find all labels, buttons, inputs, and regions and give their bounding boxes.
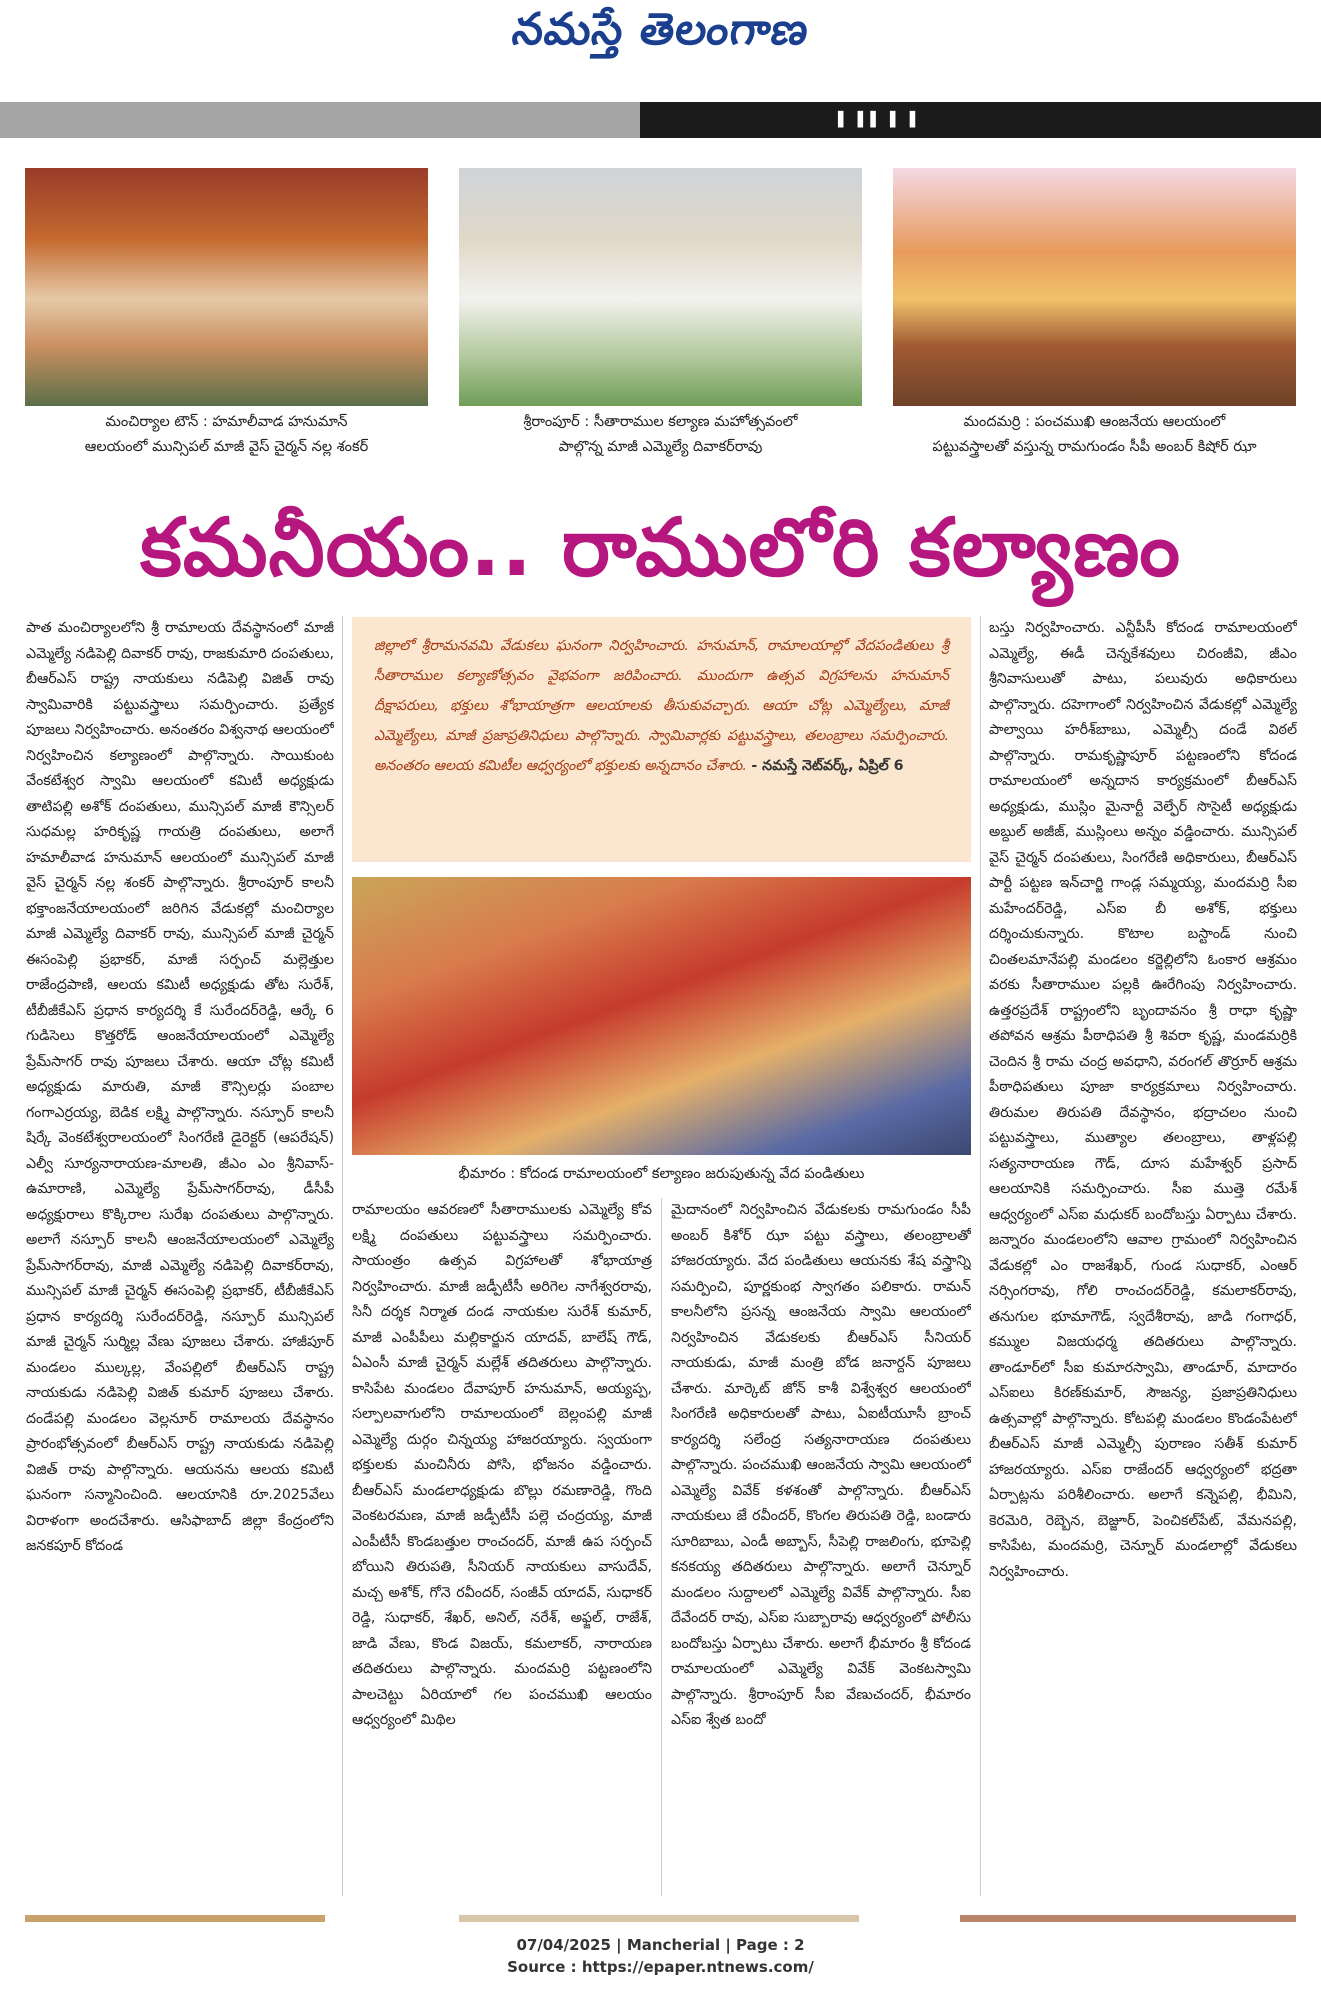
column-divider <box>342 616 343 1896</box>
grey-band <box>0 102 640 138</box>
caption-line: ఆలయంలో మున్సిపల్ మాజీ వైస్ చైర్మన్ నల్ల శంకర్ <box>84 439 369 455</box>
footer-source-link[interactable]: Source : https://epaper.ntnews.com/ <box>507 1958 814 1976</box>
article-column-1: పాత మంచిర్యాలలోని శ్రీ రామాలయ దేవస్థానంలో మాజీ ఎమ్మెల్యే నడిపెల్లి దివాకర్ రావు, రాజకుమారి దంపతులు, బీఆర్ఎస్ రాష్ట్ర నాయకులు నడిపెల్లి విజిత్ రావు స్వామివారికి పట్టువస్త్రాలు సమర్పించారు. ప్రత్యేక పూజలు నిర్వహించారు. అనంతరం విశ్వనాథ ఆలయంలో నిర్వహించిన కల్యాణంలో పాల్గొన్నారు. సాయికుంట వేంకటేశ్వర స్వామి ఆలయంలో కమిటీ అధ్యక్షుడు తాటిపల్లి అశోక్ దంపతులు, మున్సిపల్ మాజీ కౌన్సిలర్ సుధమల్ల హరికృష్ణ గాయత్రి దంపతులు, అలాగే హమాలీవాడ హనుమాన్ ఆలయంలో మున్సిపల్ మాజీ వైస్ చైర్మన్ నల్ల శంకర్ పాల్గొన్నారు. శ్రీరాంపూర్ కాలనీ భక్తాంజనేయాలయంలో జరిగిన వేడుకల్లో మంచిర్యాల మాజీ ఎమ్మెల్యే దివాకర్ రావు, మున్సిపల్ మాజీ చైర్మన్ ఈసంపెల్లి ప్రభాకర్, మాజీ సర్పంచ్ మల్లెత్తుల రాజేంద్రపాణి, ఆలయ కమిటీ అధ్యక్షుడు తోట సురేశ్, టీబీజీకేఎస్ ప్రధాన కార్యదర్శి కే సురేందర్‌రెడ్డి, ఆర్కే 6 గుడిసెలు కొత్తరోడ్ ఆంజనేయాలయంలో ఎమ్మెల్యే ప్రేమ్‌సాగర్ రావు పూజలు చేశారు. ఆయా చోట్ల కమిటీ అధ్యక్షుడు మారుతి, మాజీ కౌన్సిలర్లు పంబాల గంగాఎర్రయ్య, బెడిక లక్ష్మి పాల్గొన్నారు. నస్పూర్ కాలనీ షిర్కే వెంకటేశ్వరాలయంలో సింగరేణి డైరెక్టర్ (ఆపరేషన్) ఎల్వీ సూర్యనారాయణ-మాలతి, జీఎం ఎం శ్రీనివాస్-ఉమారాణి, ఎమ్మెల్యే ప్రేమ్‌సాగర్‌రావు, డీసీపీ అధ్యక్షురాలు కొక్కిరాల సురేఖ దంపతులు పాల్గొన్నారు. అలాగే నస్పూర్ కాలనీ ఆంజనేయాలయంలో ఎమ్మెల్యే ప్రేమ్‌సాగర్‌రావు, మాజీ ఎమ్మెల్యే నడిపెల్లి దివాకర్‌రావు, మున్సిపల్ మాజీ చైర్మన్ ఈసంపెల్లి ప్రభాకర్, టీబీజీకేఎస్ ప్రధాన కార్యదర్శి సురేందర్‌రెడ్డి, నస్పూర్ మున్సిపల్ మాజీ చైర్మన్ సుర్మిల్ల వేణు పూజలు చేశారు. హాజీపూర్ మండలం ముల్కల్ల, వేంపల్లిలో బీఆర్ఎస్ రాష్ట్ర నాయకుడు నడిపెల్లి విజిత్ కుమార్ పూజలు చేశారు. దండేపల్లి మండలం వెల్లనూర్ రామాలయ దేవస్థానం ప్రారంభోత్సవంలో బీఆర్ఎస్ రాష్ట్ర నాయకుడు నడిపెల్లి విజిత్ రావు పాల్గొన్నారు. ఆయనను ఆలయ కమిటీ ఘనంగా సన్మానించింది. ఆలయానికి రూ.2025వేలు విరాళంగా అందచేశారు. ఆసిఫాబాద్ జిల్లా కేంద్రంలోని జనకపూర్ కోదండ <box>26 620 334 1554</box>
photo-caption <box>352 1162 971 1187</box>
black-band <box>640 102 1321 138</box>
photo-mancherial-town <box>25 168 428 406</box>
article-column-4: బస్తు నిర్వహించారు. ఎన్టీపీసీ కోదండ రామాలయంలో ఎమ్మెల్యే, ఈడీ చెన్నకేశవులు చిరంజీవి, జీఎం శ్రీనివాసులుతో పాటు, పలువురు అధికారులు పాల్గొన్నారు. దహెగాంలో నిర్వహించిన వేడుకల్లో ఎమ్మెల్యే పాల్వాయి హరీశ్‌బాబు, ఎమ్మెల్సీ దండే విఠల్ పాల్గొన్నారు. రామకృష్ణాపూర్ పట్టణంలోని కోదండ రామాలయంలో అన్నదాన కార్యక్రమంలో బీఆర్ఎస్ అధ్యక్షుడు, ముస్లిం మైనార్టీ వెల్ఫేర్ సొసైటీ అధ్యక్షుడు అబ్దుల్ అజీజ్, ముస్లింలు అన్నం వడ్డించారు. మున్సిపల్ వైస్ చైర్మన్ దంపతులు, సింగరేణి అధికారులు, బీఆర్ఎస్ పార్టీ పట్టణ ఇన్‌చార్జి గాండ్ల సమ్మయ్య, మందమర్రి సీఐ మహేందర్‌రెడ్డి, ఎస్ఐ బీ అశోక్, భక్తులు దర్శించుకున్నారు. కొటాల బస్టాండ్ నుంచి చింతలమానేపల్లి మండలం కర్జెల్లిలోని ఓంకార ఆశ్రమం వరకు సీతారాముల పల్లకి ఊరేగింపు నిర్వహించారు. ఉత్తరప్రదేశ్ రాష్ట్రంలోని బృందావనం శ్రీ రాధా కృష్ణా తపోవన ఆశ్రమ పీఠాధిపతి శ్రీ శివరా కృష్ణ, మండమర్రికి చెందిన శ్రీ రామ చంద్ర అవధాని, వరంగల్ తొర్రూర్ ఆశ్రమ పీఠాధిపతులు పూజా కార్యక్రమాలు నిర్వహించారు. తిరుమల తిరుపతి దేవస్థానం, భద్రాచలం నుంచి పట్టువస్త్రాలు, ముత్యాల తలంబ్రాలు, తాళ్లపల్లి సత్యనారాయణ గౌడ్, దూస మహేశ్వర్ ప్రసాద్ ఆలయానికి సమర్పించారు. సీఐ ముత్తె రమేశ్ ఆధ్వర్యంలో ఎస్ఐ మధుకర్ బందోబస్తు ఏర్పాటు చేశారు. జన్నారం మండలంలోని ఆవాల గ్రామంలో నిర్వహించిన వేడుకల్లో ఎం రాజశేఖర్, గుండ సుధాకర్, ఎంఆర్ నర్సింగరావు, గోలి రాంచందర్‌రెడ్డి, కమలాకర్‌రావు, తనుగుల భూమాగౌడ్, స్వదేశీరావు, జాడి గంగాధర్, కమ్ముల విజయధర్మ తదితరులు పాల్గొన్నారు. తాండూర్‌లో సీఐ కుమారస్వామి, తాండూర్, మాదారం ఎస్ఐలు కిరణ్‌కుమార్, సౌజన్య, ప్రజాప్రతినిధులు ఉత్సవాల్లో పాల్గొన్నారు. కోటపల్లి మండలం కొండంపేటలో బీఆర్ఎస్ మాజీ ఎమ్మెల్సీ పురాణం సతీశ్ కుమార్ హాజరయ్యారు. ఎస్ఐ రాజేందర్ ఆధ్వర్యంలో భద్రతా ఏర్పాట్లను పరిశీలించారు. అలాగే కన్నెపల్లి, భీమిని, కెరమెరి, రెబ్బెన, బెజ్జూర్, పెంచికల్‌పేట్, వేమనపల్లి, కాసిపేట, మందమర్రి, చెన్నూర్ మండలాల్లో వేడుకలు నిర్వహించారు. <box>989 620 1297 1580</box>
photo-caption <box>25 410 428 460</box>
caption-line: శ్రీరాంపూర్ : సీతారాముల కల్యాణ మహోత్సవంలో <box>523 414 798 430</box>
photo-bheemaram <box>352 877 971 1155</box>
next-article-strip <box>25 1915 325 1922</box>
article-column-2: రామాలయం ఆవరణలో సీతారాములకు ఎమ్మెల్యే కోవ లక్ష్మి దంపతులు పట్టువస్త్రాలు సమర్పించారు. సాయంత్రం ఉత్సవ విగ్రహాలతో శోభాయాత్ర నిర్వహించారు. మాజీ జడ్పీటీసీ అరిగెల నాగేశ్వరరావు, సినీ దర్శక నిర్మాత దండ నాయకుల సురేశ్ కుమార్, మాజీ ఎంపీపీలు మల్లికార్జున యాదవ్, బాలేష్ గౌడ్, ఏఎంసీ మాజీ చైర్మన్ మల్లేశ్ తదితరులు పాల్గొన్నారు. కాసిపేట మండలం దేవాపూర్ హనుమాన్, అయ్యప్ప, సల్పాలవాగులోని రామాలయంలో బెల్లంపల్లి మాజీ ఎమ్మెల్యే దుర్గం చిన్నయ్య హాజరయ్యారు. స్వయంగా భక్తులకు మంచినీరు పోసి, భోజనం వడ్డించారు. బీఆర్ఎస్ మండలాధ్యక్షుడు బొల్లు రమణారెడ్డి, గొంది వెంకటరమణ, మాజీ జడ్పీటీసీ పల్లె చంద్రయ్య, మాజీ ఎంపీటీసీ కొండబత్తుల రాంచందర్, మాజీ ఉప సర్పంచ్ బోయిని తిరుపతి, సీనియర్ నాయకులు వాసుదేవ్, మచ్చ అశోక్, గోనె రవీందర్, సంజీవ్ యాదవ్, సుధాకర్ రెడ్డి, సుధాకర్, శేఖర్, అనిల్, నరేశ్, అఫ్జల్, రాజేశ్, జాడి వేణు, కొండ విజయ్, కమలాకర్, నారాయణ తదితరులు పాల్గొన్నారు. మందమర్రి పట్టణంలోని పాలచెట్టు ఏరియాలో గల పంచముఖి ఆలయం ఆధ్వర్యంలో మిథిల <box>352 1202 652 1728</box>
caption-line: పట్టువస్త్రాలతో వస్తున్న రామగుండం సీపీ అంబర్ కిషోర్ ఝా <box>932 439 1257 455</box>
photo-srirampur <box>459 168 862 406</box>
masthead <box>0 0 1321 68</box>
caption-line: మంచిర్యాల టౌన్ : హమాలీవాడ హనుమాన్ <box>105 414 348 430</box>
article-headline: కమనీయం.. రాములోరి కల్యాణం <box>140 501 1181 594</box>
caption-line: పాల్గొన్న మాజీ ఎమ్మెల్యే దివాకర్‌రావు <box>558 439 763 455</box>
page-footer <box>0 1934 1321 1978</box>
band-ghost-text: ▌ ▌▌ ▌ ▌ <box>838 112 923 128</box>
next-article-strip <box>960 1915 1296 1922</box>
photo-caption <box>459 410 862 460</box>
next-article-strip <box>459 1915 859 1922</box>
article-column-3: మైదానంలో నిర్వహించిన వేడుకలకు రామగుండం సీపీ అంబర్ కిశోర్ ఝా పట్టు వస్త్రాలు, తలంబ్రాలతో హాజరయ్యారు. వేద పండితులు ఆయనకు శేష వస్త్రాన్ని సమర్పించి, పూర్ణకుంభ స్వాగతం పలికారు. రామన్ కాలనీలోని ప్రసన్న ఆంజనేయ స్వామి ఆలయంలో నిర్వహించిన వేడుకలకు బీఆర్ఎస్ సీనియర్ నాయకుడు, మాజీ మంత్రి బోడ జనార్దన్ పూజలు చేశారు. మార్కెట్ జోన్ కాశీ విశ్వేశ్వర ఆలయంలో సింగరేణి అధికారులతో పాటు, ఏఐటీయూసీ బ్రాంచ్ కార్యదర్శి సలేంద్ర సత్యనారాయణ దంపతులు పాల్గొన్నారు. పంచముఖి ఆంజనేయ స్వామి ఆలయంలో ఎమ్మెల్యే వివేక్ కళశంతో పాల్గొన్నారు. బీఆర్ఎస్ నాయకులు జే రవీందర్, కొంగల తిరుపతి రెడ్డి, బండారు సూరిబాబు, ఎండీ అబ్బాస్, సీపెల్లి రాజలింగు, భూపెల్లి కనకయ్య తదితరులు పాల్గొన్నారు. అలాగే చెన్నూర్ మండలం సుద్దాలలో ఎమ్మెల్యే వివేక్ పాల్గొన్నారు. సీఐ దేవేందర్ రావు, ఎస్ఐ సుబ్బారావు ఆధ్వర్యంలో పోలీసు బందోబస్తు ఏర్పాటు చేశారు. అలాగే భీమారం శ్రీ కోదండ రామాలయంలో ఎమ్మెల్యే వివేక్ వెంకటస్వామి పాల్గొన్నారు. శ్రీరాంపూర్ సీఐ వేణుచందర్, భీమారం ఎస్ఐ శ్వేత బందో <box>671 1202 971 1728</box>
summary-text: జిల్లాలో శ్రీరామనవమి వేడుకలు ఘనంగా నిర్వహించారు. హనుమాన్, రామాలయాల్లో వేదపండితులు శ్రీ సీతారాముల కల్యాణోత్సవం వైభవంగా జరిపించారు. ముందుగా ఉత్సవ విగ్రహాలను హనుమాన్ దీక్షాపరులు, భక్తులు శోభాయాత్రగా ఆలయాలకు తీసుకువచ్చారు. ఆయా చోట్ల ఎమ్మెల్యేలు, మాజీ ఎమ్మెల్యేలు, మాజీ ప్రజాప్రతినిధులు పాల్గొన్నారు. స్వామివార్లకు పట్టువస్త్రాలు, తలంబ్రాలు సమర్పించారు. అనంతరం ఆలయ కమిటీల ఆధ్వర్యంలో భక్తులకు అన్నదానం చేశారు. <box>374 638 949 774</box>
caption-line: మందమర్రి : పంచముఖి ఆంజనేయ ఆలయంలో <box>963 414 1226 430</box>
column-divider <box>980 616 981 1896</box>
footer-edition-info: 07/04/2025 | Mancherial | Page : 2 <box>516 1936 805 1954</box>
caption-line: భీమారం : కోదండ రామాలయంలో కల్యాణం జరుపుతున్న వేద పండితులు <box>458 1166 865 1182</box>
column-divider <box>661 1198 662 1896</box>
photo-mandamarri <box>893 168 1296 406</box>
summary-credit: - నమస్తే నెట్‌వర్క్, ఏప్రిల్ 6 <box>751 758 904 774</box>
summary-box <box>352 617 971 862</box>
newspaper-logo[interactable]: నమస్తే తెలంగాణ <box>509 4 813 55</box>
photo-caption <box>893 410 1296 460</box>
